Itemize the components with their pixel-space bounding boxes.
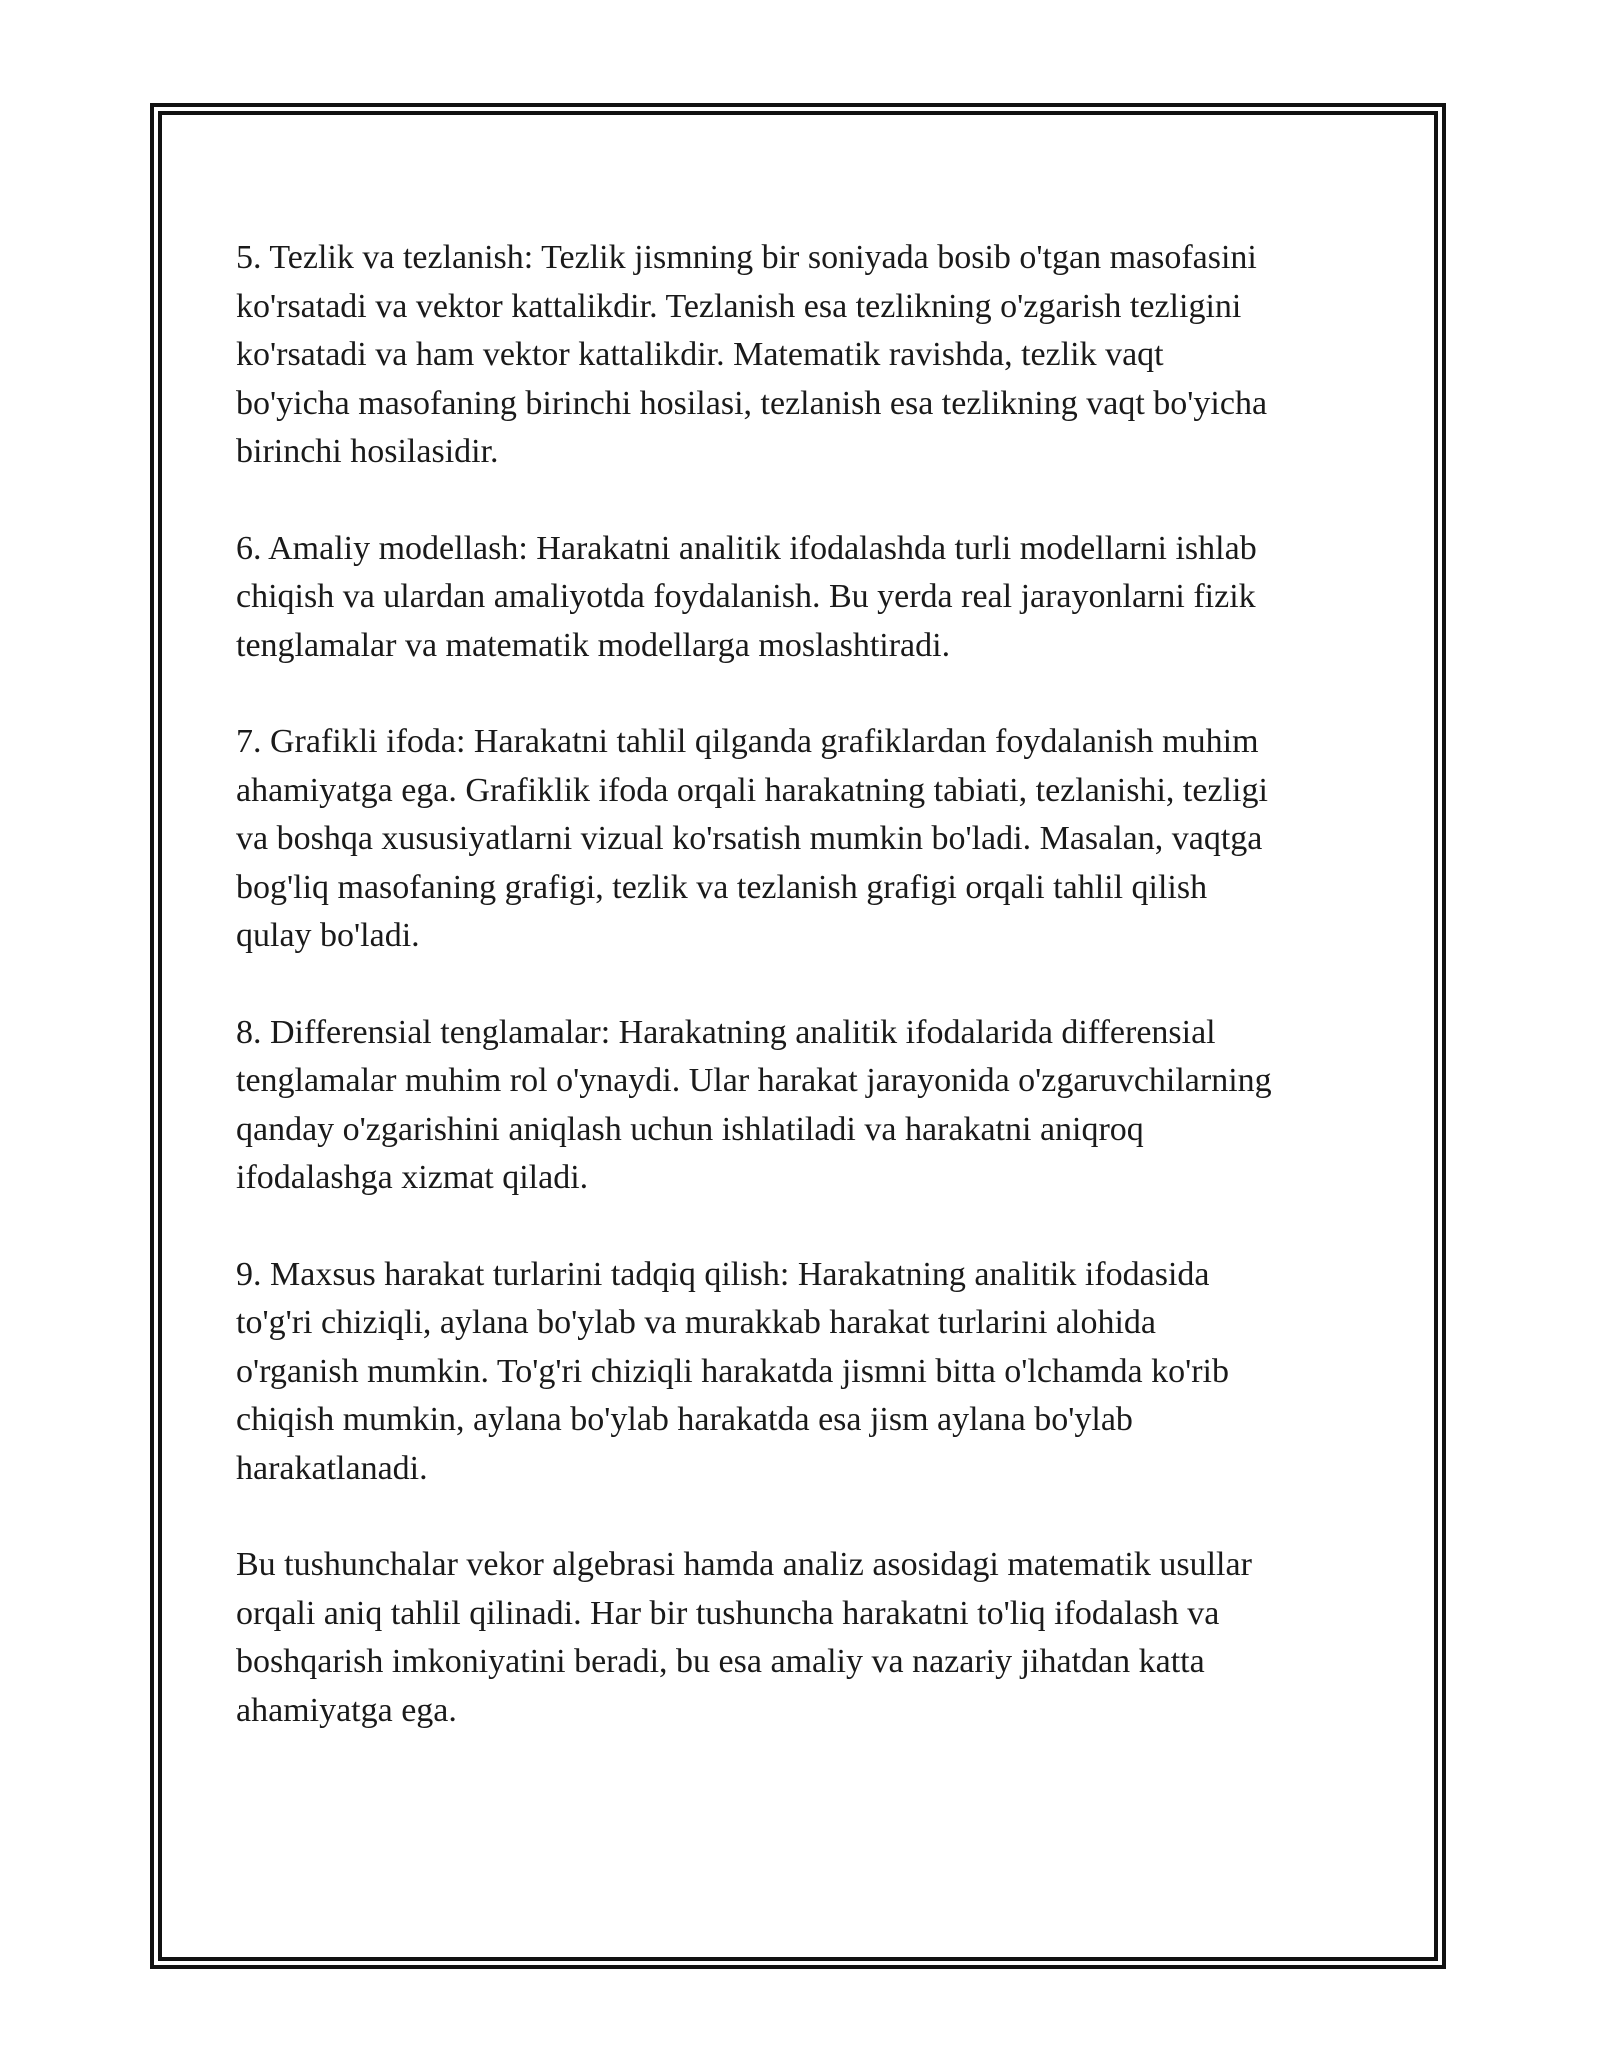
document-body xyxy=(236,234,1356,1783)
paragraph-maxsus-harakat-turlari: 9. Maxsus harakat turlarini tadqiq qilish: Harakatning analitik ifodasida to'g'ri chiziqli, aylana bo'ylab va murakkab harakat turlarini alohida o'rganish mumkin. To'g'ri chiziqli harakatda jismni bitta o'lchamda ko'rib chiqish mumkin, aylana bo'ylab harakatda esa jism aylana bo'ylab harakatlanadi. xyxy=(236,1255,1229,1487)
paragraph-conclusion: Bu tushunchalar vekor algebrasi hamda analiz asosidagi matematik usullar orqali aniq tahlil qilinadi. Har bir tushuncha harakatni to'liq ifodalash va boshqarish imkoniyatini beradi, bu esa amaliy va nazariy jihatdan katta ahamiyatga ega. xyxy=(236,1546,1252,1729)
paragraph-grafikli-ifoda: 7. Grafikli ifoda: Harakatni tahlil qilganda grafiklardan foydalanish muhim ahamiyatga ega. Grafiklik ifoda orqali harakatning tabiati, tezlanishi, tezligi va boshqa xususiyatlarni vizual ko'rsatish mumkin bo'ladi. Masalan, vaqtga bog'liq masofaning grafigi, tezlik va tezlanish grafigi orqali tahlil qilish qulay bo'ladi. xyxy=(236,723,1268,954)
paragraph-amaliy-modellash: 6. Amaliy modellash: Harakatni analitik ifodalashda turli modellarni ishlab chiqish va ulardan amaliyotda foydalanish. Bu yerda real jarayonlarni fizik tenglamalar va matematik modellarga moslashtiradi. xyxy=(236,529,1257,664)
paragraph-differensial-tenglamalar: 8. Differensial tenglamalar: Harakatning analitik ifodalarida differensial tenglamalar muhim rol o'ynaydi. Ular harakat jarayonida o'zgaruvchilarning qanday o'zgarishini aniqlash uchun ishlatiladi va harakatni aniqroq ifodalashga xizmat qiladi. xyxy=(236,1013,1272,1196)
paragraph-tezlik-va-tezlanish: 5. Tezlik va tezlanish: Tezlik jismning bir soniyada bosib o'tgan masofasini ko'rsatadi va vektor kattalikdir. Tezlanish esa tezlikning o'zgarish tezligini ko'rsatadi va ham vektor kattalikdir. Matematik ravishda, tezlik vaqt bo'yicha masofaning birinchi hosilasi, tezlanish esa tezlikning vaqt bo'yicha birinchi hosilasidir. xyxy=(236,239,1268,470)
